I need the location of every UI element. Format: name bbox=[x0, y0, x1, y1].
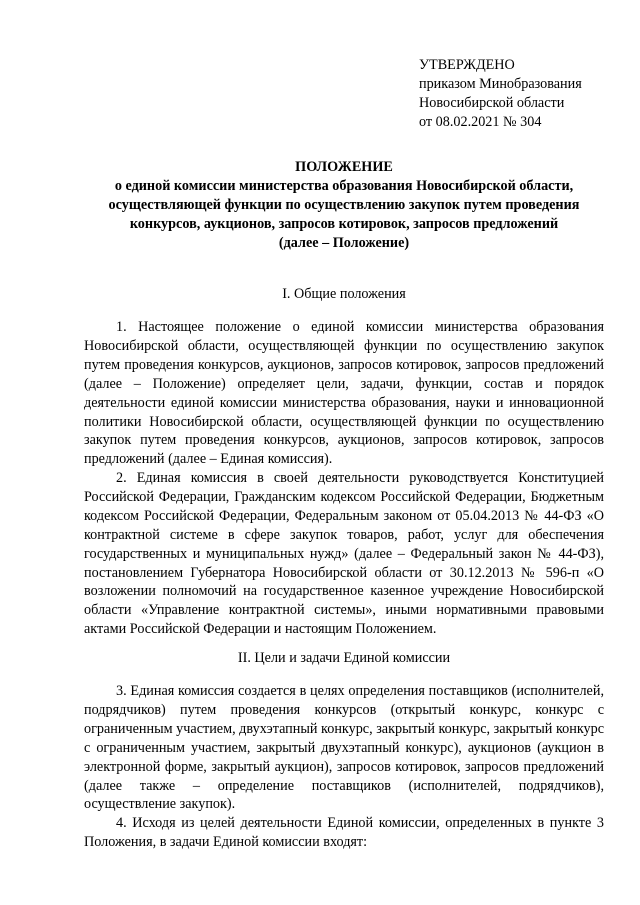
paragraph-1: 1. Настоящее положение о единой комиссии министерства образования Новосибирской области, осуществляющей функции по осуществлению закупок путем проведения конкурсов, аукционов, запросов котировок, запросов предложений (далее – Положение) определяет цели, задачи, функции, состав и порядок деятельности единой комиссии министерства образования, науки и инновационной политики Новосибирской области, осуществляющей функции по осуществлению закупок путем проведения конкурсов, аукционов, запросов котировок, запросов предложений (далее – Единая комиссия). bbox=[84, 319, 604, 468]
approval-line-region: Новосибирской области bbox=[419, 95, 565, 111]
title-line: о единой комиссии министерства образования Новосибирской области, bbox=[114, 178, 574, 194]
title-line: конкурсов, аукционов, запросов котировок, запросов предложений bbox=[129, 216, 559, 232]
title-line: (далее – Положение) bbox=[278, 235, 410, 251]
approval-stamp bbox=[419, 56, 582, 132]
approval-line-approved: УТВЕРЖДЕНО bbox=[419, 57, 515, 73]
paragraph-2: 2. Единая комиссия в своей деятельности руководствуется Конституцией Российской Федерации, Гражданским кодексом Российской Федерации, Бюджетным кодексом Российской Федерации, Федеральным законом от 05.04.2013 № 44-ФЗ «О контрактной системе в сфере закупок товаров, работ, услуг для обеспечения государственных и муниципальных нужд» (далее – Федеральный закон № 44-ФЗ), постановлением Губернатора Новосибирской области от 30.12.2013 № 596-п «О возложении полномочий на государственное казенное учреждение Новосибирской области «Управление контрактной системы», иными нормативными правовыми актами Российской Федерации и настоящим Положением. bbox=[84, 470, 604, 638]
section-heading-general: I. Общие положения bbox=[282, 286, 406, 302]
document-title bbox=[84, 158, 604, 253]
approval-line-date: от 08.02.2021 № 304 bbox=[419, 114, 542, 130]
title-heading: ПОЛОЖЕНИЕ bbox=[295, 159, 393, 175]
title-line: осуществляющей функции по осуществлению закупок путем проведения bbox=[108, 197, 580, 213]
section-heading-goals: II. Цели и задачи Единой комиссии bbox=[237, 650, 451, 666]
paragraph-3: 3. Единая комиссия создается в целях определения поставщиков (исполнителей, подрядчиков) путем проведения конкурсов (открытый конкурс, конкурс с ограниченным участием, двухэтапный конкурс, закрытый конкурс, закрытый конкурс с ограниченным участием, закрытый двухэтапный конкурс), аукционов (аукцион в электронной форме, закрытый аукцион), запросов котировок, запросов предложений (далее также – определение поставщиков (исполнителей, подрядчиков), осуществление закупок). bbox=[84, 683, 604, 813]
paragraph-4: 4. Исходя из целей деятельности Единой комиссии, определенных в пункте 3 Положения, в задачи Единой комиссии входят: bbox=[84, 815, 604, 850]
approval-line-order: приказом Минобразования bbox=[419, 76, 582, 92]
